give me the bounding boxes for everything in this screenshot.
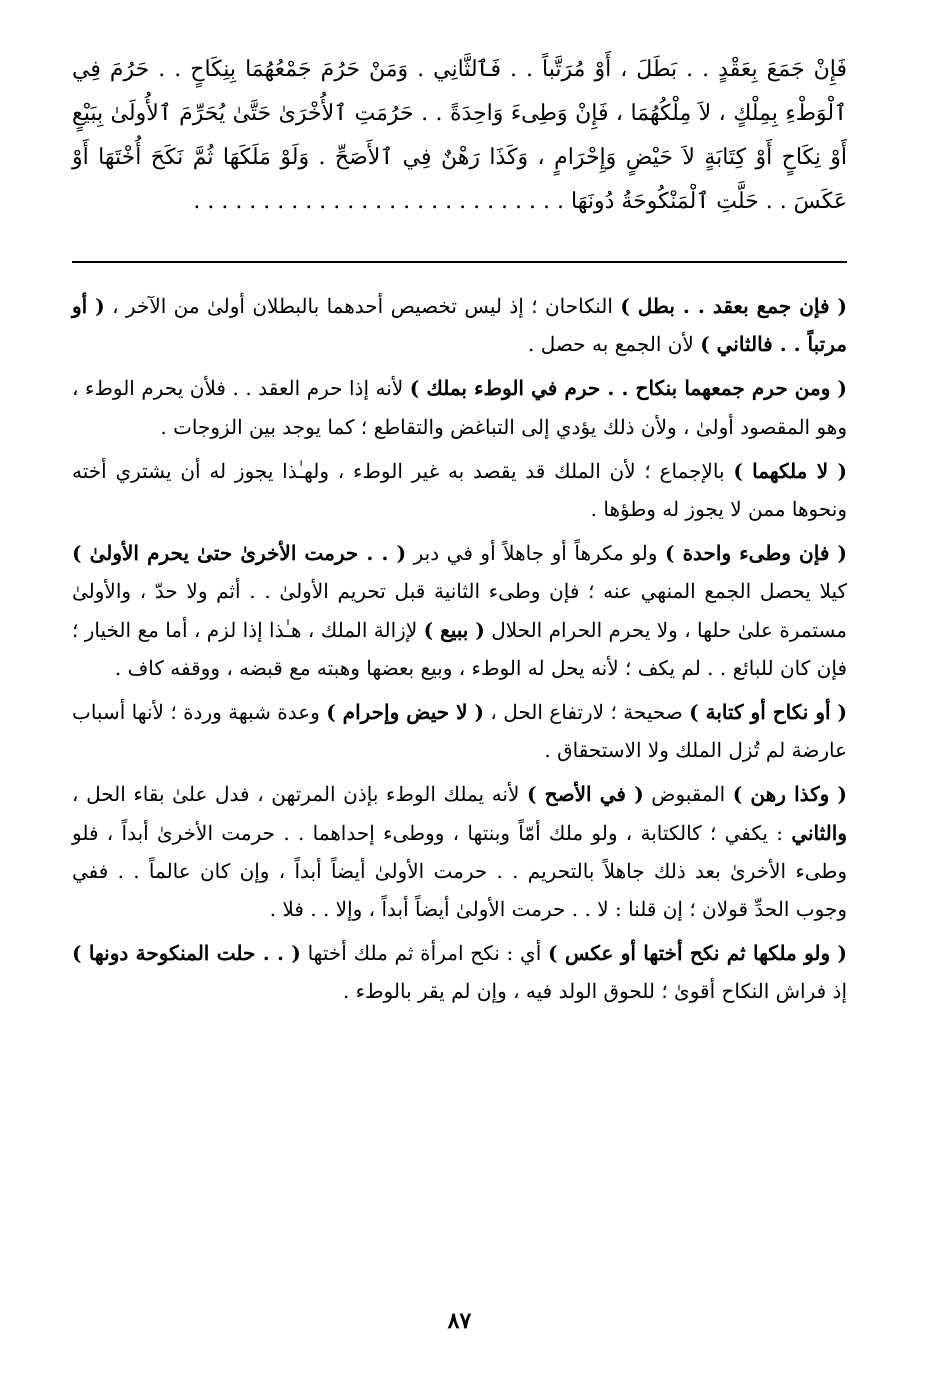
quoted-matn: والثاني xyxy=(791,820,847,845)
commentary-text: المقبوض xyxy=(643,782,733,807)
commentary-paragraph xyxy=(72,534,847,687)
quoted-matn: ( فإن وطىء واحدة ) xyxy=(664,541,847,566)
quoted-matn: ( فإن جمع بعقد . . بطل ) xyxy=(620,294,848,318)
commentary-text: وعدة شبهة وردة ؛ لأنها أسباب عارضة لم تُزل الملك ولا الاستحقاق . xyxy=(72,700,847,763)
quoted-matn: ( . . حرمت الأخرىٰ حتىٰ يحرم الأولىٰ ) xyxy=(72,541,407,566)
commentary-paragraph xyxy=(72,775,847,928)
commentary-paragraph xyxy=(72,934,847,1010)
commentary-block xyxy=(72,287,847,1017)
commentary-text: ولو مكرهاً أو جاهلاً أو في دبر xyxy=(406,541,665,566)
commentary-paragraph xyxy=(72,369,847,445)
commentary-paragraph xyxy=(72,287,847,363)
commentary-text: أي : نكح امرأة ثم ملك أختها xyxy=(300,941,549,966)
footnote-divider xyxy=(72,261,847,263)
commentary-text: لإزالة الملك ، هـٰذا إذا لزم ، أما مع الخيار ؛ فإن كان للبائع . . لم يكف ؛ لأنه يحل له الوطء ، وبيع بعضها وهبته مع قبضه ، ووقفه كاف . xyxy=(72,617,847,680)
commentary-text: كيلا يحصل الجمع المنهي عنه ؛ فإن وطىء الثانية قبل تحريم الأولىٰ . . أثم ولا حدّ ، والأولىٰ مستمرة علىٰ حلها ، ولا يحرم الحرام الحلال xyxy=(72,579,848,642)
quoted-matn: ( لا ملكهما ) xyxy=(733,458,847,483)
book-page xyxy=(72,0,847,1373)
commentary-paragraph xyxy=(72,452,847,528)
commentary-paragraph xyxy=(72,693,847,769)
quoted-matn: ( أو نكاح أو كتابة ) xyxy=(689,700,848,725)
commentary-text: لأنه يملك الوطء بإذن المرتهن ، فدل علىٰ بقاء الحل ، xyxy=(72,782,527,807)
quoted-matn: ( أو مرتباً . . فالثاني ) xyxy=(72,294,847,357)
quoted-matn: ( في الأصح ) xyxy=(527,782,644,807)
commentary-text: : يكفي ؛ كالكتابة ، ولو ملك أمّاً وبنتها ، ووطىء إحداهما . . حرمت الأخرىٰ أبداً ، فلو وطىء الأخرىٰ بعد ذلك جاهلاً بالتحريم . . حرمت الأولىٰ أيضاً أبداً ، وإن كان عالماً . . ففي وجوب الحدِّ قولان ؛ إن قلنا : لا . . حرمت الأولىٰ أيضاً أبداً ، وإلا . . فلا . xyxy=(72,820,847,922)
quoted-matn: ( ومن حرم جمعهما بنكاح . . حرم في الوطء بملك ) xyxy=(409,376,847,401)
main-text-paragraph: فَإِنْ جَمَعَ بِعَقْدٍ . . بَطَلَ ، أَوْ مُرَتَّباً . . فَٱلثَّانِي . وَمَنْ حَرُمَ جَمْعُهُمَا بِنِكَاحٍ . . حَرُمَ فِي ٱلْوَطْءِ بِمِلْكٍ ، لاَ مِلْكُهُمَا ، فَإِنْ وَطِىءَ وَاحِدَةً . . حَرُمَتِ ٱلأُخْرَىٰ حَتَّىٰ يُحَرِّمَ ٱلأُولَىٰ بِبَيْعٍ أَوْ نِكَاحٍ أَوْ كِتَابَةٍ لاَ حَيْضٍ وَإِحْرَامٍ ، وَكَذَا رَهْنٌ فِي ٱلأَصَحِّ . وَلَوْ مَلَكَهَا ثُمَّ نَكَحَ أُخْتَهَا أَوْ عَكَسَ . . حَلَّتِ ٱلْمَنْكُوحَةُ دُونَهَا . . . . . . . . . . . . . . . . . . . . . . . . . . . xyxy=(72,57,847,214)
commentary-text: بالإجماع ؛ لأن الملك قد يقصد به غير الوطء ، ولهـٰذا يجوز له أن يشتري أخته ونحوها ممن لا يجوز له وطؤها . xyxy=(72,458,847,522)
commentary-text: لأن الجمع به حصل . xyxy=(528,332,701,357)
quoted-matn: ( ولو ملكها ثم نكح أختها أو عكس ) xyxy=(548,941,847,966)
page-number: ٨٧ xyxy=(447,1308,472,1334)
commentary-text: لأنه إذا حرم العقد . . فلأن يحرم الوطء ، وهو المقصود أولىٰ ، ولأن ذلك يؤدي إلى التباغض والتقاطع ؛ كما يوجد بين الزوجات . xyxy=(72,376,847,439)
commentary-text: النكاحان ؛ إذ ليس تخصيص أحدهما بالبطلان أولىٰ من الآخر ، xyxy=(104,294,621,318)
commentary-text: إذ فراش النكاح أقوىٰ ؛ للحوق الولد فيه ، وإن لم يقر بالوطء . xyxy=(342,979,847,1004)
quoted-matn: ( ببيع ) xyxy=(423,617,485,642)
commentary-text: صحيحة ؛ لارتفاع الحل ، xyxy=(483,700,690,725)
main-text-block xyxy=(72,48,847,224)
quoted-matn: ( لا حيض وإحرام ) xyxy=(326,700,484,725)
quoted-matn: ( وكذا رهن ) xyxy=(732,782,847,807)
quoted-matn: ( . . حلت المنكوحة دونها ) xyxy=(72,941,301,966)
